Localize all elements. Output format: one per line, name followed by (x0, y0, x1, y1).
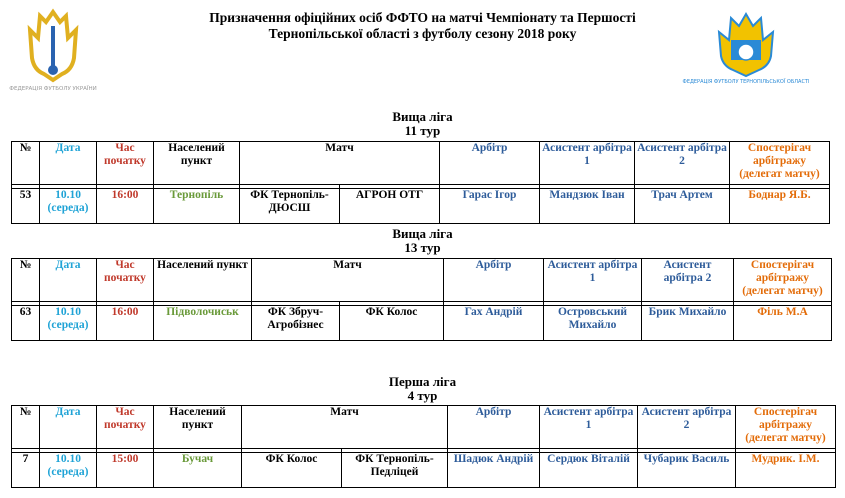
match-home-team: ФК Тернопіль-ДЮСШ (240, 189, 340, 224)
match-referee: Шадюк Андрій (448, 453, 540, 488)
header-observer: Спостерігач арбітражу (делегат матчу) (736, 406, 836, 449)
header-date: Дата (40, 259, 97, 302)
section-1-league: Вища ліга (392, 109, 453, 124)
match-date: 10.10 (середа) (40, 306, 97, 341)
match-time: 15:00 (97, 453, 154, 488)
section-1-round: 11 тур (404, 123, 441, 138)
match-away-team: ФК Тернопіль-Педліцей (342, 453, 448, 488)
header-city: Населений пункт (154, 142, 240, 185)
match-assistant1: Сердюк Віталій (540, 453, 638, 488)
header-referee: Арбітр (444, 259, 544, 302)
table-row (12, 189, 830, 224)
header-match: Матч (242, 406, 448, 449)
header-match: Матч (240, 142, 440, 185)
match-away-team: ФК Колос (340, 306, 444, 341)
header-assistant1: Асистент арбітра 1 (540, 406, 638, 449)
match-home-team: ФК Збруч-Агробізнес (252, 306, 340, 341)
header-assistant2: Асистент арбітра 2 (642, 259, 734, 302)
section-2-table (11, 258, 832, 341)
section-3-heading (0, 375, 845, 403)
match-num: 53 (12, 189, 40, 224)
header-num: № (12, 406, 40, 449)
match-observer: Мудрик. І.М. (736, 453, 836, 488)
match-time: 16:00 (97, 189, 154, 224)
match-assistant2: Брик Михайло (642, 306, 734, 341)
document-title (150, 10, 695, 42)
header-date: Дата (40, 406, 97, 449)
section-3-round: 4 тур (407, 388, 438, 403)
match-assistant1: Мандзюк Іван (540, 189, 635, 224)
section-3-league: Перша ліга (388, 374, 457, 389)
header-observer: Спостерігач арбітражу (делегат матчу) (734, 259, 832, 302)
header-time: Час початку (97, 406, 154, 449)
ffto-logo (682, 12, 810, 86)
document-title-line2: Тернопільської області з футболу сезону 2018 року (268, 26, 577, 41)
match-city: Підволочиськ (154, 306, 252, 341)
header-referee: Арбітр (440, 142, 540, 185)
match-num: 63 (12, 306, 40, 341)
ffu-logo (9, 8, 97, 104)
header-num: № (12, 259, 40, 302)
header-num: № (12, 142, 40, 185)
ffto-logo-text: ФЕДЕРАЦІЯ ФУТБОЛУ ТЕРНОПІЛЬСЬКОЇ ОБЛАСТІ (682, 79, 810, 85)
table-row (12, 306, 832, 341)
header-assistant2: Асистент арбітра 2 (635, 142, 730, 185)
header-referee: Арбітр (448, 406, 540, 449)
header-time: Час початку (97, 259, 154, 302)
match-assistant2: Чубарик Василь (638, 453, 736, 488)
header-city: Населений пункт (154, 259, 252, 302)
header-observer: Спостерігач арбітражу (делегат матчу) (730, 142, 830, 185)
header-date: Дата (40, 142, 97, 185)
match-num: 7 (12, 453, 40, 488)
match-referee: Гарас Ігор (440, 189, 540, 224)
header-match: Матч (252, 259, 444, 302)
header-time: Час початку (97, 142, 154, 185)
match-observer: Боднар Я.Б. (730, 189, 830, 224)
match-away-team: АГРОН ОТГ (340, 189, 440, 224)
section-2-league: Вища ліга (392, 226, 453, 241)
match-time: 16:00 (97, 306, 154, 341)
section-3-table (11, 405, 836, 488)
header-city: Населений пункт (154, 406, 242, 449)
match-observer: Філь М.А (734, 306, 832, 341)
table-row (12, 453, 836, 488)
match-date: 10.10 (середа) (40, 189, 97, 224)
header-assistant1: Асистент арбітра 1 (544, 259, 642, 302)
match-assistant1: Островський Михайло (544, 306, 642, 341)
ffu-logo-text: ФЕДЕРАЦІЯ ФУТБОЛУ УКРАЇНИ (9, 86, 97, 92)
match-home-team: ФК Колос (242, 453, 342, 488)
match-city: Бучач (154, 453, 242, 488)
section-2-round: 13 тур (404, 240, 441, 255)
header-assistant1: Асистент арбітра 1 (540, 142, 635, 185)
match-city: Тернопіль (154, 189, 240, 224)
match-date: 10.10 (середа) (40, 453, 97, 488)
match-referee: Гах Андрій (444, 306, 544, 341)
section-1-table (11, 141, 830, 224)
document-title-line1: Призначення офіційних осіб ФФТО на матчі Чемпіонату та Першості (209, 10, 636, 25)
header-assistant2: Асистент арбітра 2 (638, 406, 736, 449)
section-1-heading (0, 110, 845, 138)
match-assistant2: Трач Артем (635, 189, 730, 224)
section-2-heading (0, 227, 845, 255)
